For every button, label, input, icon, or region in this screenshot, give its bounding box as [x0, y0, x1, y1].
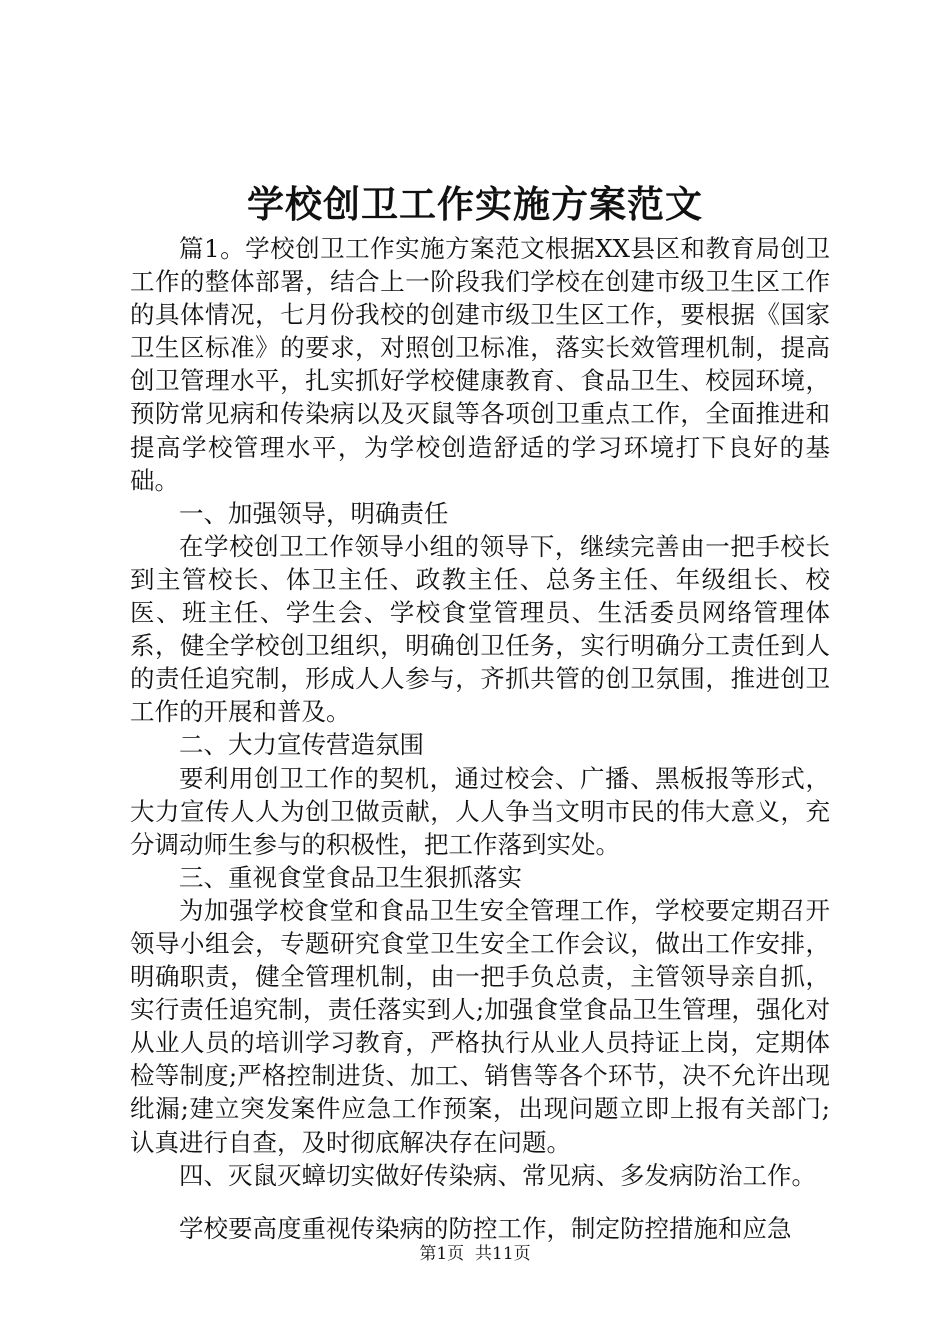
page-number: 第1页 — [419, 1244, 465, 1264]
section-heading-4: 四、灭鼠灭蟑切实做好传染病、常见病、多发病防治工作。 — [179, 1160, 816, 1190]
paragraph-intro: 篇1。学校创卫工作实施方案范文根据XX县区和教育局创卫工作的整体部署，结合上一阶段我们学校在创建市级卫生区工作的具体情况，七月份我校的创建市级卫生区工作，要根据《国家卫生区标准》的要求，对照创卫标准，落实长效管理机制，提高创卫管理水平，扎实抓好学校健康教育、食品卫生、校园环境，预防常见病和传染病以及灭鼠等各项创卫重点工作，全面推进和提高学校管理水平，为学校创造舒适的学习环境打下良好的基础。 — [130, 234, 830, 495]
document-body — [130, 232, 830, 1245]
section-heading-2: 二、大力宣传营造氛围 — [179, 730, 424, 760]
section-heading-1: 一、加强领导，明确责任 — [179, 498, 449, 528]
page-total: 共11页 — [475, 1244, 531, 1264]
paragraph-section-3: 为加强学校食堂和食品卫生安全管理工作，学校要定期召开领导小组会，专题研究食堂卫生安全工作会议，做出工作安排，明确职责，健全管理机制，由一把手负总责，主管领导亲自抓，实行责任追究制，责任落实到人;加强食堂食品卫生管理，强化对从业人员的培训学习教育，严格执行从业人员持证上岗，定期体检等制度;严格控制进货、加工、销售等各个环节，决不允许出现纰漏;建立突发案件应急工作预案，出现问题立即上报有关部门;认真进行自查，及时彻底解决存在问题。 — [130, 895, 830, 1157]
section-heading-3: 三、重视食堂食品卫生狠抓落实 — [179, 862, 522, 892]
page-title: 学校创卫工作实施方案范文 — [247, 182, 703, 226]
paragraph-section-2: 要利用创卫工作的契机，通过校会、广播、黑板报等形式，大力宣传人人为创卫做贡献，人人争当文明市民的伟大意义，充分调动师生参与的积极性，把工作落到实处。 — [130, 763, 830, 859]
paragraph-section-4: 学校要高度重视传染病的防控工作，制定防控措施和应急 — [179, 1213, 792, 1243]
page-footer — [0, 1243, 950, 1265]
paragraph-section-1: 在学校创卫工作领导小组的领导下，继续完善由一把手校长到主管校长、体卫主任、政教主任、总务主任、年级组长、校医、班主任、学生会、学校食堂管理员、生活委员网络管理体系，健全学校创卫组织，明确创卫任务，实行明确分工责任到人的责任追究制，形成人人参与，齐抓共管的创卫氛围，推进创卫工作的开展和普及。 — [130, 531, 830, 727]
